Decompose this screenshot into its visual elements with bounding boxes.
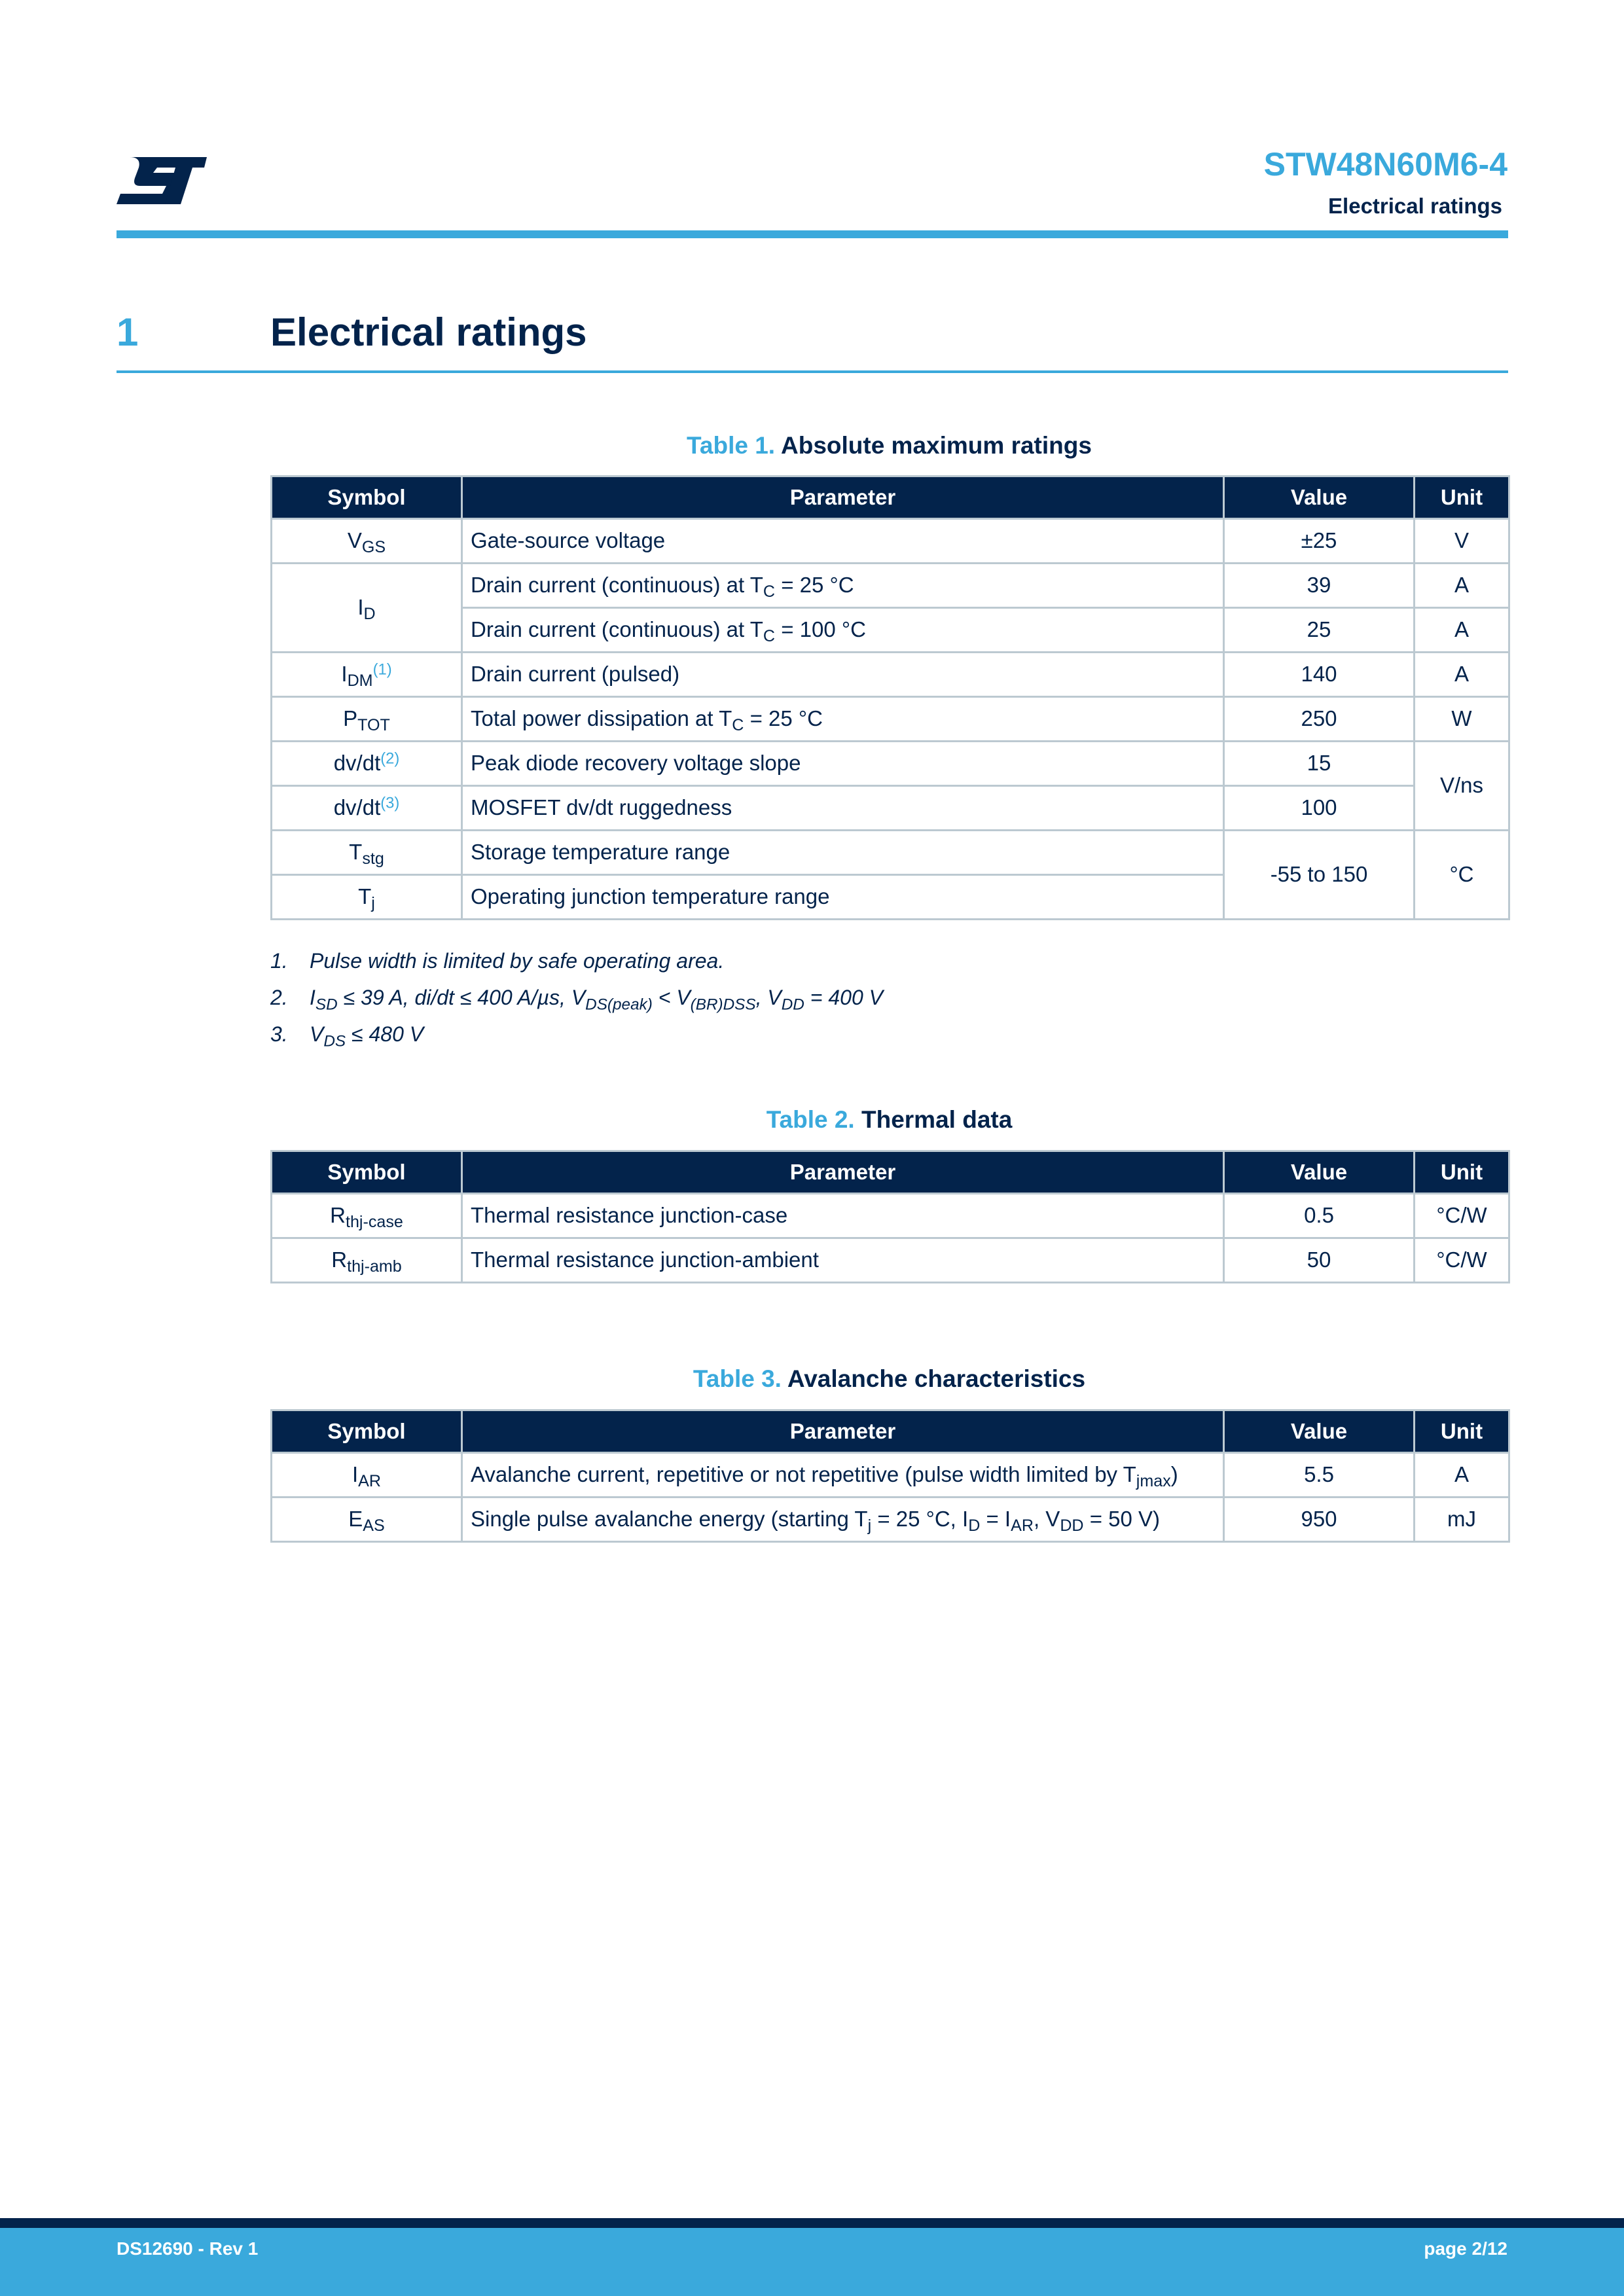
symbol-cell: $I_D$ [272, 564, 462, 653]
unit-cell: °C/W [1415, 1194, 1509, 1238]
table2-caption [270, 1107, 1508, 1132]
table1-caption-number: Table 1. [687, 432, 776, 459]
parameter-cell: Gate-source voltage [462, 519, 1224, 564]
table1-caption-title: Absolute maximum ratings [781, 432, 1092, 459]
table1-caption [270, 433, 1508, 457]
table3-caption [270, 1367, 1508, 1391]
footer-rule [0, 2218, 1624, 2228]
symbol-cell: $P_{TOT}$ [272, 697, 462, 742]
unit-cell: A [1415, 564, 1509, 608]
header-rule [117, 230, 1508, 238]
section-title: Electrical ratings [270, 310, 587, 354]
value-cell: 5.5 [1224, 1453, 1415, 1498]
table-row [272, 1498, 1509, 1542]
symbol-cell: $T_j$ [272, 875, 462, 920]
parameter-cell: Drain current (pulsed) [462, 653, 1224, 697]
value-cell: 15 [1224, 742, 1415, 786]
parameter-cell: Thermal resistance junction-case [462, 1194, 1224, 1238]
unit-cell: A [1415, 653, 1509, 697]
table-row [272, 786, 1509, 831]
footnote-ref[interactable]: (1) [372, 660, 392, 679]
table-header-row [272, 1410, 1509, 1453]
absolute-maximum-ratings-table [270, 475, 1510, 920]
header-parameter: Parameter [462, 1151, 1224, 1194]
value-cell: 0.5 [1224, 1194, 1415, 1238]
parameter-cell: Operating junction temperature range [462, 875, 1224, 920]
symbol-cell: dv/dt$^{(2)}$ [272, 742, 462, 786]
note-1: 1. Pulse width is limited by safe operating area. [270, 949, 725, 973]
value-cell: 100 [1224, 786, 1415, 831]
unit-cell: V [1415, 519, 1509, 564]
parameter-cell: Storage temperature range [462, 831, 1224, 875]
unit-cell: V/ns [1415, 742, 1509, 831]
table1-notes [270, 946, 1508, 1056]
table-row [272, 742, 1509, 786]
note-3: 3. $V_{DS} \le 480$ V [270, 1022, 424, 1050]
header-symbol: Symbol [272, 476, 462, 519]
value-cell: 250 [1224, 697, 1415, 742]
table2-caption-number: Table 2. [766, 1106, 855, 1133]
unit-cell: mJ [1415, 1498, 1509, 1542]
symbol-cell: dv/dt$^{(3)}$ [272, 786, 462, 831]
symbol-cell: $R_{thj-case}$ [272, 1194, 462, 1238]
parameter-cell: Avalanche current, repetitive or not repetitive (pulse width limited by $T_{jmax}$) [462, 1453, 1224, 1498]
header-value: Value [1224, 1410, 1415, 1453]
header-value: Value [1224, 1151, 1415, 1194]
table-header-row [272, 1151, 1509, 1194]
symbol-cell: $I_{AR}$ [272, 1453, 462, 1498]
value-cell: 950 [1224, 1498, 1415, 1542]
unit-cell: W [1415, 697, 1509, 742]
footnote-ref[interactable]: (2) [380, 749, 400, 768]
value-cell: 39 [1224, 564, 1415, 608]
table-row [272, 519, 1509, 564]
parameter-cell: Drain current (continuous) at $T_C = 25$ °C [462, 564, 1224, 608]
table-row [272, 1194, 1509, 1238]
table-row [272, 1453, 1509, 1498]
table3-caption-number: Table 3. [693, 1365, 782, 1392]
table-row [272, 564, 1509, 608]
header-unit: Unit [1415, 1151, 1509, 1194]
table2-caption-title: Thermal data [861, 1106, 1013, 1133]
symbol-cell: $V_{GS}$ [272, 519, 462, 564]
header-unit: Unit [1415, 476, 1509, 519]
table-header-row [272, 476, 1509, 519]
footer-page-number: page 2/12 [1424, 2238, 1507, 2259]
section-rule [117, 370, 1508, 373]
avalanche-characteristics-table [270, 1409, 1510, 1543]
table-row [272, 697, 1509, 742]
table-row [272, 831, 1509, 875]
unit-cell: A [1415, 608, 1509, 653]
header-value: Value [1224, 476, 1415, 519]
symbol-cell: $R_{thj-amb}$ [272, 1238, 462, 1283]
document-subtitle: Electrical ratings [1328, 194, 1502, 218]
parameter-cell: Single pulse avalanche energy (starting $T_j = 25$ °C, $I_D = I_{AR}$, $V_{DD} = 50$ V) [462, 1498, 1224, 1542]
unit-cell: °C [1415, 831, 1509, 920]
parameter-cell: MOSFET dv/dt ruggedness [462, 786, 1224, 831]
st-logo-icon [115, 154, 208, 207]
table3-caption-title: Avalanche characteristics [787, 1365, 1086, 1392]
thermal-data-table [270, 1150, 1510, 1283]
footer-doc-id: DS12690 - Rev 1 [117, 2238, 259, 2259]
parameter-cell: Thermal resistance junction-ambient [462, 1238, 1224, 1283]
value-cell: -55 to 150 [1224, 831, 1415, 920]
symbol-cell: $I_{DM}^{(1)}$ [272, 653, 462, 697]
document-title: STW48N60M6-4 [1263, 146, 1507, 183]
table-row [272, 653, 1509, 697]
header-parameter: Parameter [462, 476, 1224, 519]
table-row [272, 1238, 1509, 1283]
value-cell: 50 [1224, 1238, 1415, 1283]
footnote-ref[interactable]: (3) [380, 794, 400, 812]
header-symbol: Symbol [272, 1410, 462, 1453]
header-parameter: Parameter [462, 1410, 1224, 1453]
value-cell: 25 [1224, 608, 1415, 653]
value-cell: ±25 [1224, 519, 1415, 564]
value-cell: 140 [1224, 653, 1415, 697]
parameter-cell: Peak diode recovery voltage slope [462, 742, 1224, 786]
unit-cell: A [1415, 1453, 1509, 1498]
section-number: 1 [117, 310, 139, 354]
symbol-cell: $T_{stg}$ [272, 831, 462, 875]
header-unit: Unit [1415, 1410, 1509, 1453]
note-2: 2. $I_{SD} \le 39$ A, di/dt ≤ 400 A/µs, $V_{DS(peak)} < V_{(BR)DSS}$, $V_{DD} = 400$ V [270, 986, 883, 1014]
parameter-cell: Drain current (continuous) at $T_C = 100$ °C [462, 608, 1224, 653]
parameter-cell: Total power dissipation at $T_C = 25$ °C [462, 697, 1224, 742]
symbol-cell: $E_{AS}$ [272, 1498, 462, 1542]
header-symbol: Symbol [272, 1151, 462, 1194]
unit-cell: °C/W [1415, 1238, 1509, 1283]
